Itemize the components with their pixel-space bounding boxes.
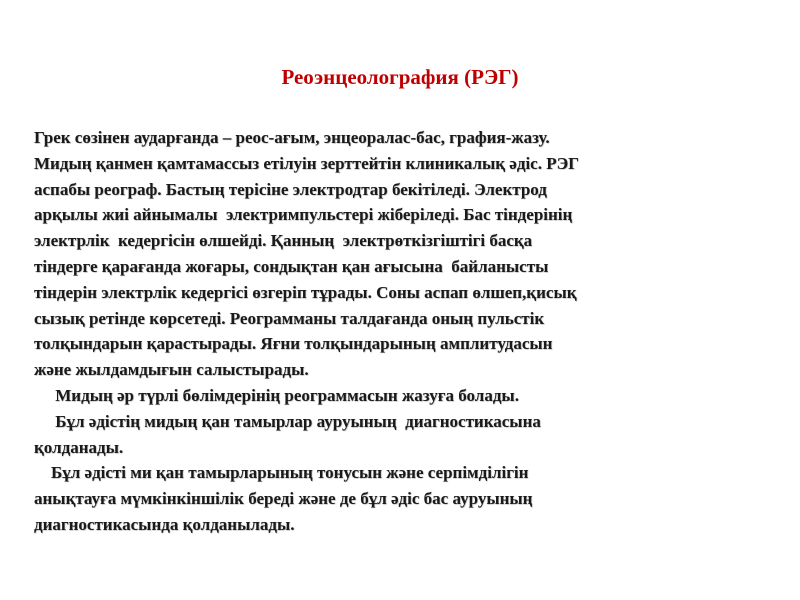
body-line: Грек сөзінен аударғанда – реос-ағым, энцеоралас-бас, графия-жазу.	[34, 128, 550, 147]
body-line: Мидың қанмен қамтамассыз етілуін зерттейтін клиникалық әдіс. РЭГ	[34, 153, 579, 173]
body-line: Бұл әдісті ми қан тамырларының тонусын және серпімділігін	[34, 463, 529, 483]
body-line: және жылдамдығын салыстырады.	[34, 360, 309, 380]
body-line: тіндерін электрлік кедергісі өзгеріп тұрады. Соны аспап өлшеп,қисық	[34, 282, 577, 302]
body-line: толқындарын қарастырады. Яғни толқындарының амплитудасын	[34, 334, 553, 354]
body-line: Мидың әр түрлі бөлімдерінің реограммасын жазуға болады.	[34, 385, 519, 405]
body-line: арқылы жиі айнымалы электримпульстері жіберіледі. Бас тіндерінің	[34, 205, 573, 225]
body-line: Бұл әдістің мидың қан тамырлар ауруының диагностикасына	[34, 411, 541, 431]
slide-body-text	[34, 125, 774, 538]
body-line: электрлік кедергісін өлшейді. Қанның электрөткізгіштігі басқа	[34, 231, 533, 251]
body-line: тіндерге қарағанда жоғары, сондықтан қан ағысына байланысты	[34, 256, 549, 276]
body-line: диагностикасында қолданылады.	[34, 514, 295, 534]
body-line: анықтауға мүмкінкіншілік береді және де бұл әдіс бас ауруының	[34, 489, 533, 509]
body-line: аспабы реограф. Бастың терісіне электродтар бекітіледі. Электрод	[34, 179, 547, 199]
body-line: сызық ретінде көрсетеді. Реограмманы талдағанда оның пульстік	[34, 308, 545, 328]
slide-title: Реоэнцеолография (РЭГ)	[281, 65, 519, 89]
body-line: қолданады.	[34, 437, 124, 457]
